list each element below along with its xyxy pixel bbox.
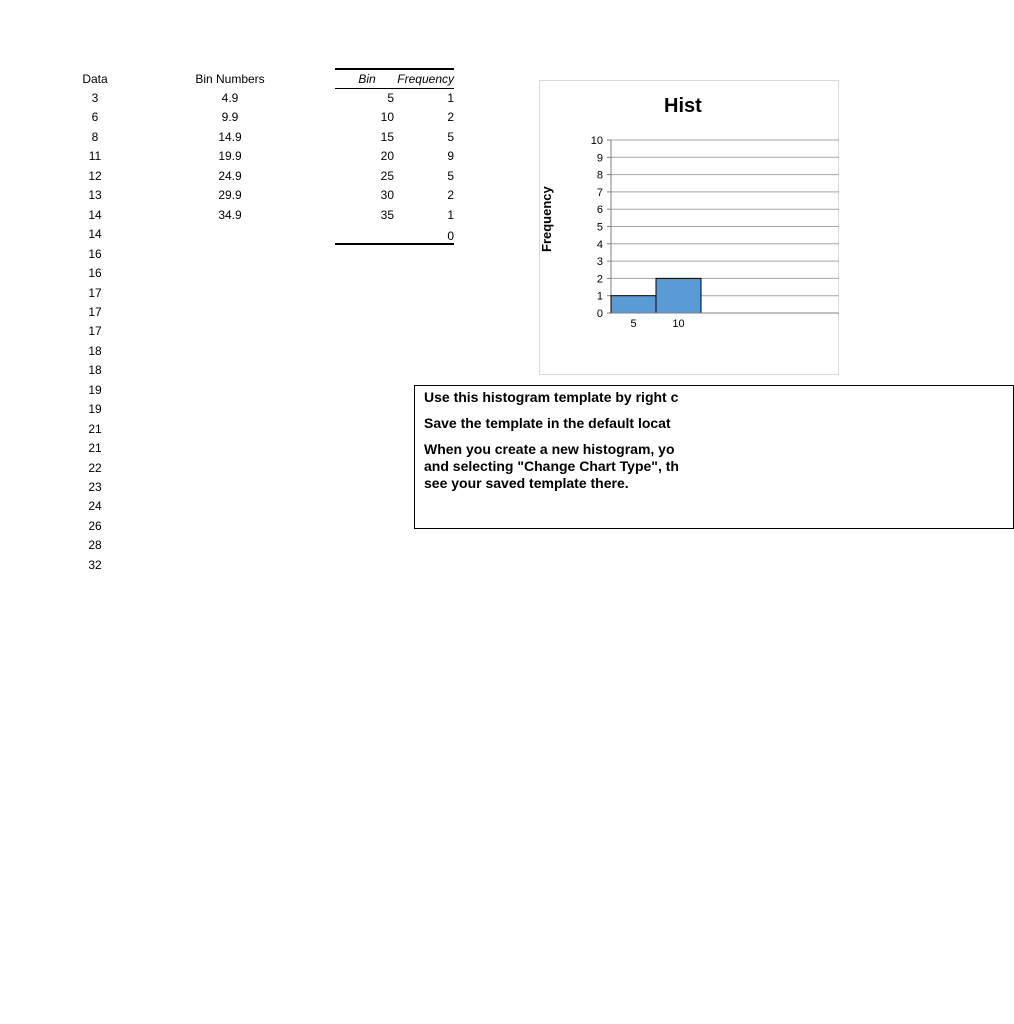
note-line-4: and selecting "Change Chart Type", th (424, 458, 679, 474)
table-bottom-rule (335, 243, 454, 245)
data-cell[interactable]: 23 (88, 480, 102, 494)
note-line-3: When you create a new histogram, yo (424, 441, 675, 457)
data-cell[interactable]: 6 (91, 110, 99, 125)
table-header-rule (335, 88, 454, 89)
table-bin-cell[interactable]: 25 (380, 168, 394, 183)
data-cell[interactable]: 12 (88, 168, 102, 183)
table-frequency-cell[interactable]: 5 (447, 168, 454, 183)
data-header[interactable]: Data (82, 72, 108, 86)
table-frequency-cell[interactable]: 9 (447, 149, 454, 164)
data-cell[interactable]: 21 (88, 441, 102, 456)
bin-header[interactable]: Bin (358, 72, 376, 86)
bin-number-cell[interactable]: 9.9 (221, 110, 239, 125)
histogram-chart[interactable] (539, 80, 702, 376)
x-tick-label: 10 (672, 318, 685, 330)
table-bin-cell[interactable]: 20 (380, 149, 394, 164)
y-tick-label: 4 (596, 238, 603, 251)
chart-plot (539, 80, 839, 375)
table-frequency-cell[interactable]: 5 (447, 129, 454, 144)
y-tick-label: 3 (596, 256, 603, 269)
frequency-header[interactable]: Frequency (397, 72, 454, 86)
histogram-bar (611, 296, 656, 313)
bin-number-cell[interactable]: 24.9 (218, 168, 242, 183)
data-cell[interactable]: 26 (88, 518, 102, 533)
y-tick-label: 10 (590, 135, 603, 147)
data-cell[interactable]: 24 (88, 499, 102, 514)
table-bin-cell[interactable]: 35 (380, 207, 394, 222)
data-cell[interactable]: 18 (88, 343, 102, 358)
y-tick-label: 9 (596, 152, 603, 165)
data-cell[interactable]: 21 (88, 421, 102, 436)
table-frequency-cell[interactable]: 1 (447, 207, 454, 222)
table-bin-cell[interactable]: 15 (380, 129, 394, 144)
data-cell[interactable]: 13 (88, 188, 102, 203)
data-cell[interactable]: 32 (88, 557, 102, 572)
bin-number-cell[interactable]: 14.9 (218, 129, 242, 144)
bin-numbers-header[interactable]: Bin Numbers (195, 72, 265, 86)
bin-number-cell[interactable]: 4.9 (221, 91, 239, 105)
y-tick-label: 5 (596, 221, 603, 234)
data-cell[interactable]: 17 (88, 285, 102, 300)
data-cell[interactable]: 16 (88, 246, 102, 261)
note-line-5: see your saved template there. (424, 475, 629, 491)
data-cell[interactable]: 3 (91, 91, 99, 105)
table-frequency-cell[interactable]: 2 (447, 188, 454, 203)
data-cell[interactable]: 18 (88, 363, 102, 378)
table-bin-cell[interactable]: 30 (380, 188, 394, 203)
y-tick-label: 2 (596, 273, 603, 286)
table-bin-cell[interactable]: 10 (380, 110, 394, 125)
y-axis-label: Frequency (539, 186, 554, 252)
data-cell[interactable]: 28 (88, 538, 102, 553)
y-tick-label: 0 (596, 308, 603, 320)
table-frequency-cell[interactable]: 2 (447, 110, 454, 125)
table-bin-cell[interactable]: 5 (387, 91, 394, 105)
table-top-rule (335, 68, 454, 70)
data-cell[interactable]: 8 (91, 129, 99, 144)
y-tick-label: 7 (596, 186, 603, 199)
bin-number-cell[interactable]: 34.9 (218, 207, 242, 222)
bin-number-cell[interactable]: 19.9 (218, 149, 242, 164)
bin-number-cell[interactable]: 29.9 (218, 188, 242, 203)
y-tick-label: 1 (596, 290, 603, 303)
data-cell[interactable]: 16 (88, 266, 102, 281)
y-tick-label: 6 (596, 204, 603, 217)
data-cell[interactable]: 17 (88, 324, 102, 339)
data-cell[interactable]: 14 (88, 207, 102, 222)
instruction-textbox[interactable] (414, 385, 697, 529)
data-cell[interactable]: 19 (88, 382, 102, 397)
table-frequency-cell[interactable]: 1 (447, 91, 454, 105)
data-cell[interactable]: 22 (88, 460, 102, 475)
histogram-bar (656, 278, 701, 313)
y-tick-label: 8 (596, 169, 603, 182)
data-cell[interactable]: 11 (88, 149, 102, 164)
data-cell[interactable]: 17 (88, 304, 102, 319)
note-line-1: Use this histogram template by right c (424, 389, 679, 405)
x-tick-label: 5 (630, 318, 637, 330)
data-cell[interactable]: 14 (88, 227, 102, 242)
data-cell[interactable]: 19 (88, 402, 102, 417)
table-frequency-cell[interactable]: 0 (447, 229, 454, 243)
note-line-2: Save the template in the default locat (424, 415, 671, 431)
chart-title: Hist (664, 95, 702, 117)
